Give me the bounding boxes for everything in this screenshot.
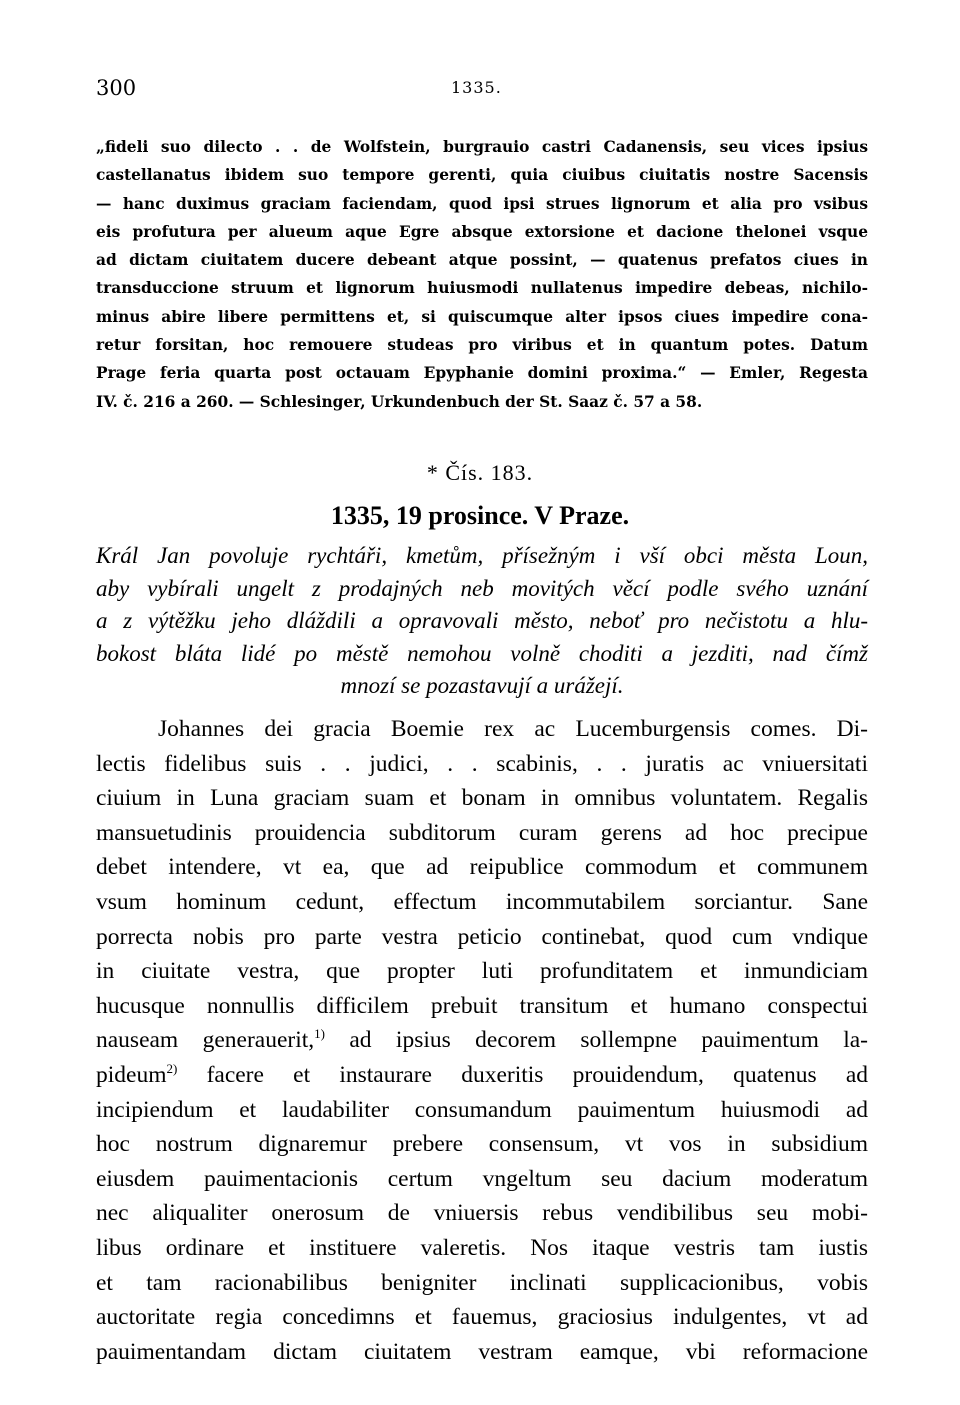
text-line: pauimentandam dictam ciuitatem vestram eamque, vbi reformacione bbox=[96, 1338, 868, 1365]
text-line: eiusdem pauimentacionis certum vngeltum seu dacium moderatum bbox=[96, 1165, 868, 1192]
regest-line: mnozí se pozastavují a urážejí. bbox=[340, 673, 624, 698]
text-line: mansuetudinis prouidencia subditorum curam gerens ad hoc precipue bbox=[96, 819, 868, 846]
previous-document-tail bbox=[96, 133, 868, 416]
text-line: auctoritate regia concedimns et fauemus, graciosius indulgentes, vt ad bbox=[96, 1304, 868, 1331]
page-header bbox=[96, 76, 866, 106]
text-line: porrecta nobis pro parte vestra peticio continebat, quod cum vndique bbox=[96, 923, 868, 950]
text-line: minus abire libere permittens et, si quiscumque alter ipsos ciues impedire cona- bbox=[96, 307, 868, 326]
text-line: in ciuitate vestra, que propter luti profunditatem et inmundiciam bbox=[96, 958, 868, 985]
text-line: Prage feria quarta post octauam Epyphanie domini proxima.“ — Emler, Regesta bbox=[96, 364, 868, 383]
text-line: incipiendum et laudabiliter consumandum pauimentum huiusmodi ad bbox=[96, 1096, 868, 1123]
text-line: hucusque nonnullis difficilem prebuit transitum et humano conspectui bbox=[96, 992, 868, 1019]
text-line: — hanc duximus graciam faciendam, quod ipsi strues lignorum et alia pro vsibus bbox=[96, 194, 868, 213]
latin-document-text bbox=[96, 712, 868, 1369]
text-line: transduccione struum et lignorum huiusmodi nullatenus impedire debeas, nichilo- bbox=[96, 279, 868, 298]
text-line: ciuium in Luna graciam suam et bonam in omnibus voluntatem. Regalis bbox=[96, 785, 868, 812]
text-fragment: facere et instaurare duxeritis prouidendum, quatenus ad bbox=[206, 1061, 868, 1088]
regest-line: aby vybírali ungelt z prodajných neb movitých věcí podle svého uznání bbox=[96, 575, 868, 601]
text-line bbox=[96, 1023, 868, 1058]
text-line: libus ordinare et instituere valeretis. Nos itaque vestris tam iustis bbox=[96, 1234, 868, 1261]
text-line: et tam racionabilibus benigniter inclinati supplicacionibus, vobis bbox=[96, 1269, 868, 1296]
text-line: lectis fidelibus suis . . judici, . . scabinis, . . juratis ac vniuersitati bbox=[96, 750, 868, 777]
text-line: retur forsitan, hoc remouere studeas pro viribus et in quantum potes. Datum bbox=[96, 336, 868, 355]
document-date-place: 1335, 19 prosince. V Praze. bbox=[330, 501, 630, 530]
regest-line: a z výtěžku jeho dláždili a opravovali město, neboť pro nečistotu a hlu- bbox=[96, 608, 868, 633]
text-fragment: pideum bbox=[96, 1061, 167, 1088]
text-line: hoc nostrum dignaremur prebere consensum, vt vos in subsidium bbox=[96, 1131, 868, 1158]
text-line: „fideli suo dilecto . . de Wolfstein, burgrauio castri Cadanensis, seu vices ipsius bbox=[96, 138, 868, 156]
text-line: IV. č. 216 a 260. — Schlesinger, Urkundenbuch der St. Saaz č. 57 a 58. bbox=[96, 392, 703, 411]
running-title-year: 1335. bbox=[451, 78, 502, 97]
czech-regest bbox=[96, 540, 868, 703]
text-fragment: ad ipsius decorem sollempne pauimentum la- bbox=[349, 1027, 869, 1054]
regest-line: Král Jan povoluje rychtáři, kmetům, přísežným i vší obci města Loun, bbox=[96, 543, 868, 568]
page-number: 300 bbox=[96, 76, 137, 100]
regest-line: bokost bláta lidé po městě nemohou volně choditi a jezditi, nad čímž bbox=[96, 640, 868, 666]
document-number: * Čís. 183. bbox=[426, 460, 534, 485]
text-line: eis profutura per alueum aque Egre absque extorsione et dacione thelonei vsque bbox=[96, 222, 868, 241]
footnote-mark: 1) bbox=[314, 1026, 325, 1042]
text-line: castellanatus ibidem suo tempore gerenti, quia ciuibus ciuitatis nostre Sacensis bbox=[96, 166, 868, 185]
text-line: Johannes dei gracia Boemie rex ac Lucemburgensis comes. Di- bbox=[158, 716, 868, 742]
text-line: nec aliqualiter onerosum de vniuersis rebus vendibilibus seu mobi- bbox=[96, 1200, 868, 1227]
text-line: ad dictam ciuitatem ducere debeant atque possint, — quatenus prefatos ciues in bbox=[96, 251, 868, 270]
footnote-mark: 2) bbox=[166, 1061, 178, 1077]
text-line bbox=[96, 1058, 868, 1093]
text-fragment: nauseam generauerit, bbox=[96, 1027, 315, 1054]
text-line: vsum hominum cedunt, effectum incommutabilem sorciantur. Sane bbox=[96, 888, 868, 915]
text-line: debet intendere, vt ea, que ad reipublice commodum et communem bbox=[96, 854, 868, 881]
